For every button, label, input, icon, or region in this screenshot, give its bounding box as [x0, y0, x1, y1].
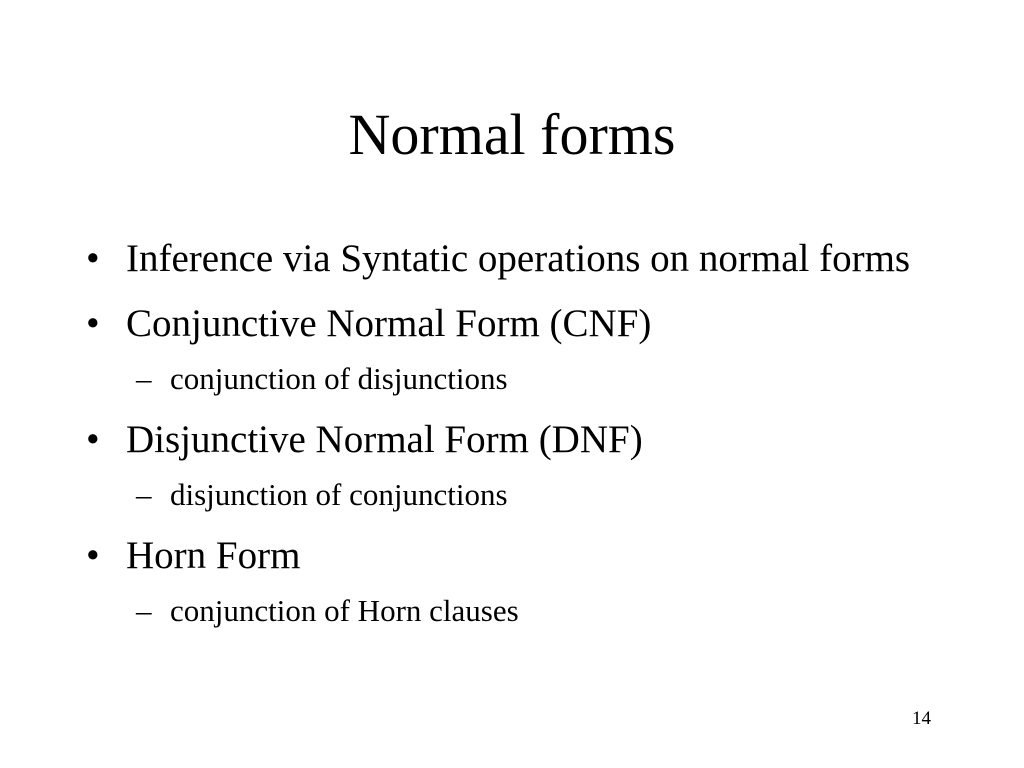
- sub-item-cnf: [86, 358, 946, 400]
- bullet-list: [86, 233, 946, 646]
- bullet-item-dnf: [86, 414, 946, 466]
- bullet-text: Horn Form: [126, 534, 301, 577]
- bullet-icon: •: [86, 302, 100, 345]
- sub-text: conjunction of Horn clauses: [170, 593, 519, 628]
- bullet-text: Inference via Syntatic operations on normal forms: [126, 237, 911, 280]
- bullet-item-horn: [86, 530, 946, 582]
- dash-icon: –: [136, 593, 152, 628]
- sub-text: conjunction of disjunctions: [170, 361, 508, 396]
- page-number: 14: [912, 708, 931, 729]
- bullet-icon: •: [86, 237, 100, 280]
- bullet-item-cnf: [86, 298, 946, 350]
- bullet-icon: •: [86, 534, 100, 577]
- bullet-icon: •: [86, 418, 100, 461]
- bullet-item-inference: [86, 233, 946, 285]
- sub-text: disjunction of conjunctions: [170, 477, 508, 512]
- slide-title: Normal forms: [348, 102, 676, 167]
- dash-icon: –: [136, 477, 152, 512]
- bullet-text: Disjunctive Normal Form (DNF): [126, 418, 643, 461]
- dash-icon: –: [136, 361, 152, 396]
- sub-item-dnf: [86, 474, 946, 516]
- sub-item-horn: [86, 590, 946, 632]
- bullet-text: Conjunctive Normal Form (CNF): [126, 302, 652, 345]
